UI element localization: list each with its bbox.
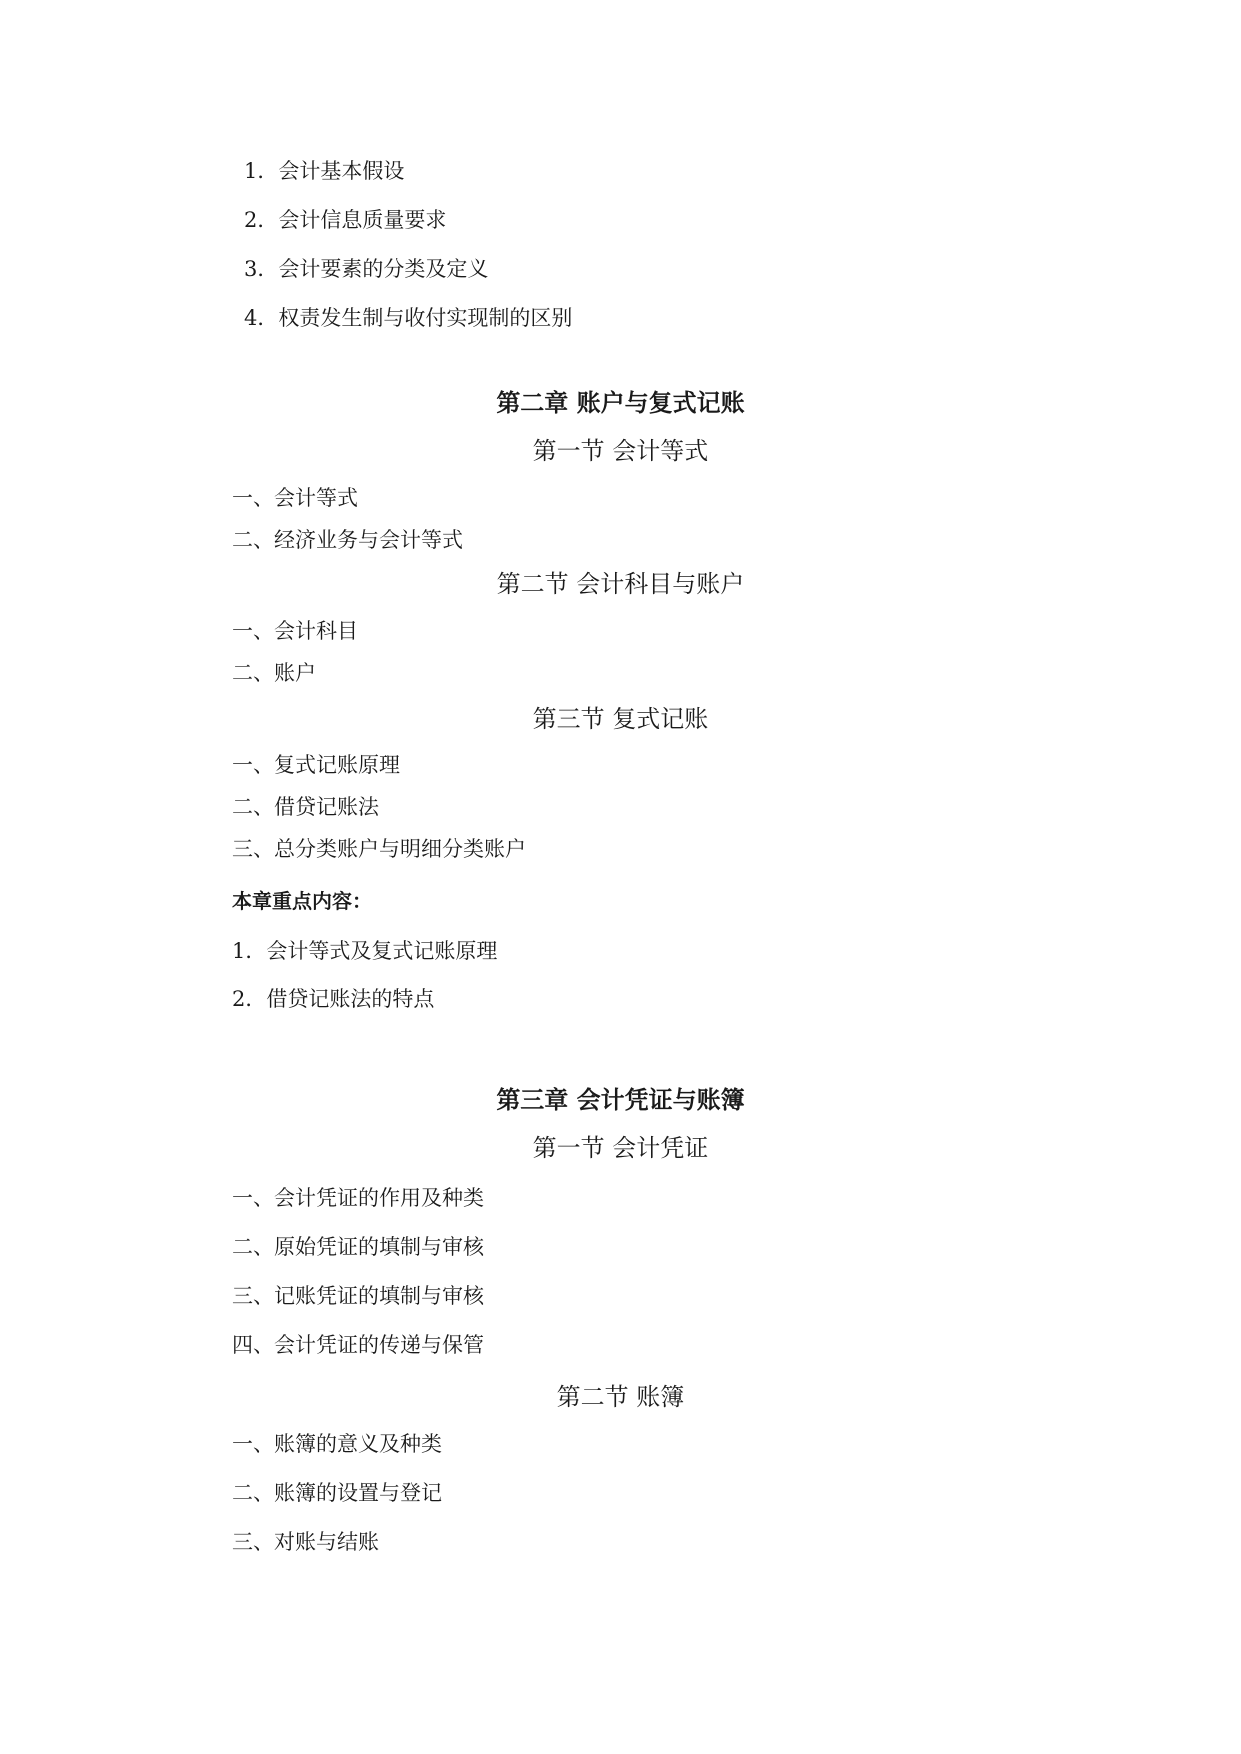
list-item: 一、账簿的意义及种类 bbox=[232, 1432, 442, 1456]
section-title: 第三节 复式记账 bbox=[532, 705, 709, 733]
list-item: 2．会计信息质量要求 bbox=[244, 208, 447, 232]
list-item: 2．借贷记账法的特点 bbox=[232, 987, 435, 1011]
list-item: 1．会计基本假设 bbox=[244, 159, 405, 183]
chapter-title: 第三章 会计凭证与账簿 bbox=[496, 1086, 745, 1114]
list-item: 二、原始凭证的填制与审核 bbox=[232, 1235, 484, 1259]
list-item: 二、借贷记账法 bbox=[232, 795, 379, 819]
list-item: 一、会计等式 bbox=[232, 486, 358, 510]
list-item: 3．会计要素的分类及定义 bbox=[244, 257, 489, 281]
list-item: 一、会计凭证的作用及种类 bbox=[232, 1186, 484, 1210]
list-item: 三、总分类账户与明细分类账户 bbox=[232, 837, 526, 861]
list-item: 二、账户 bbox=[232, 661, 316, 685]
list-item: 4．权责发生制与收付实现制的区别 bbox=[244, 306, 573, 330]
section-title: 第一节 会计凭证 bbox=[532, 1134, 709, 1162]
list-item: 1．会计等式及复式记账原理 bbox=[232, 939, 498, 963]
list-item: 一、复式记账原理 bbox=[232, 753, 400, 777]
section-title: 第二节 账簿 bbox=[556, 1383, 685, 1411]
chapter-title: 第二章 账户与复式记账 bbox=[496, 389, 745, 417]
list-item: 三、对账与结账 bbox=[232, 1530, 379, 1554]
section-title: 第二节 会计科目与账户 bbox=[496, 570, 745, 598]
key-points-heading: 本章重点内容： bbox=[232, 889, 372, 913]
list-item: 二、账簿的设置与登记 bbox=[232, 1481, 442, 1505]
list-item: 四、会计凭证的传递与保管 bbox=[232, 1333, 484, 1357]
list-item: 三、记账凭证的填制与审核 bbox=[232, 1284, 484, 1308]
list-item: 二、经济业务与会计等式 bbox=[232, 528, 463, 552]
list-item: 一、会计科目 bbox=[232, 619, 358, 643]
section-title: 第一节 会计等式 bbox=[532, 437, 709, 465]
